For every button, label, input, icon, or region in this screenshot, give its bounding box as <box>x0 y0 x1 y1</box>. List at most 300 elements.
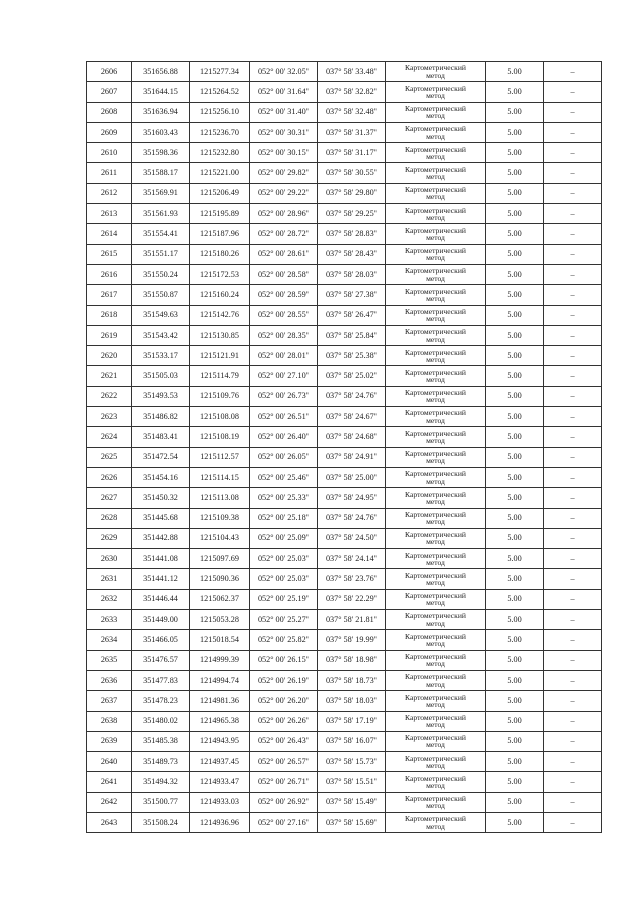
point-number-cell: 2620 <box>87 346 132 366</box>
coord-y-cell: 1214994.74 <box>190 670 250 690</box>
latitude-cell: 052° 00' 26.51" <box>250 407 318 427</box>
method-cell <box>386 549 486 569</box>
accuracy-cell: 5.00 <box>486 528 544 548</box>
method-line-1: Картометрический <box>405 530 466 540</box>
coord-y-cell: 1215142.76 <box>190 305 250 325</box>
longitude-cell: 037° 58' 31.37" <box>318 122 386 142</box>
coord-x-cell: 351656.88 <box>132 62 190 82</box>
latitude-cell: 052° 00' 31.64" <box>250 82 318 102</box>
coord-y-cell: 1215090.36 <box>190 569 250 589</box>
coord-x-cell: 351549.63 <box>132 305 190 325</box>
point-number-cell: 2619 <box>87 325 132 345</box>
method-line-1: Картометрический <box>405 205 466 215</box>
accuracy-cell: 5.00 <box>486 122 544 142</box>
note-cell: – <box>544 346 602 366</box>
coord-y-cell: 1215062.37 <box>190 589 250 609</box>
accuracy-cell: 5.00 <box>486 731 544 751</box>
coord-y-cell: 1215187.96 <box>190 224 250 244</box>
method-line-1: Картометрический <box>405 753 466 763</box>
method-line-1: Картометрический <box>405 814 466 824</box>
method-line-1: Картометрический <box>405 246 466 256</box>
table-row <box>87 731 602 751</box>
method-cell <box>386 528 486 548</box>
method-cell <box>386 731 486 751</box>
method-line-1: Картометрический <box>405 631 466 641</box>
coord-x-cell: 351441.12 <box>132 569 190 589</box>
point-number-cell: 2640 <box>87 752 132 772</box>
method-line-2: метод <box>426 557 445 567</box>
longitude-cell: 037° 58' 19.99" <box>318 630 386 650</box>
method-cell <box>386 711 486 731</box>
coord-x-cell: 351454.16 <box>132 467 190 487</box>
accuracy-cell: 5.00 <box>486 549 544 569</box>
method-cell <box>386 772 486 792</box>
coord-y-cell: 1214937.45 <box>190 752 250 772</box>
method-line-2: метод <box>426 415 445 425</box>
coord-y-cell: 1214965.38 <box>190 711 250 731</box>
coord-x-cell: 351485.38 <box>132 731 190 751</box>
table-row <box>87 386 602 406</box>
note-cell: – <box>544 569 602 589</box>
note-cell: – <box>544 366 602 386</box>
table-row <box>87 569 602 589</box>
method-line-2: метод <box>426 90 445 100</box>
coord-y-cell: 1214943.95 <box>190 731 250 751</box>
coord-x-cell: 351446.44 <box>132 589 190 609</box>
table-row <box>87 508 602 528</box>
coord-x-cell: 351569.91 <box>132 183 190 203</box>
method-line-1: Картометрический <box>405 164 466 174</box>
point-number-cell: 2607 <box>87 82 132 102</box>
method-cell <box>386 792 486 812</box>
longitude-cell: 037° 58' 21.81" <box>318 610 386 630</box>
accuracy-cell: 5.00 <box>486 163 544 183</box>
method-cell <box>386 691 486 711</box>
latitude-cell: 052° 00' 26.40" <box>250 427 318 447</box>
latitude-cell: 052° 00' 28.61" <box>250 244 318 264</box>
accuracy-cell: 5.00 <box>486 183 544 203</box>
accuracy-cell: 5.00 <box>486 427 544 447</box>
coord-x-cell: 351636.94 <box>132 102 190 122</box>
accuracy-cell: 5.00 <box>486 447 544 467</box>
note-cell: – <box>544 62 602 82</box>
note-cell: – <box>544 244 602 264</box>
longitude-cell: 037° 58' 23.76" <box>318 569 386 589</box>
note-cell: – <box>544 549 602 569</box>
point-number-cell: 2626 <box>87 467 132 487</box>
coord-y-cell: 1215130.85 <box>190 325 250 345</box>
method-line-1: Картометрический <box>405 449 466 459</box>
accuracy-cell: 5.00 <box>486 812 544 832</box>
accuracy-cell: 5.00 <box>486 244 544 264</box>
point-number-cell: 2611 <box>87 163 132 183</box>
note-cell: – <box>544 204 602 224</box>
note-cell: – <box>544 82 602 102</box>
method-line-2: метод <box>426 273 445 283</box>
accuracy-cell: 5.00 <box>486 285 544 305</box>
method-line-1: Картометрический <box>405 570 466 580</box>
point-number-cell: 2624 <box>87 427 132 447</box>
method-cell <box>386 488 486 508</box>
coord-x-cell: 351500.77 <box>132 792 190 812</box>
point-number-cell: 2633 <box>87 610 132 630</box>
method-line-1: Картометрический <box>405 672 466 682</box>
longitude-cell: 037° 58' 25.02" <box>318 366 386 386</box>
longitude-cell: 037° 58' 24.68" <box>318 427 386 447</box>
method-line-2: метод <box>426 578 445 588</box>
coord-y-cell: 1215236.70 <box>190 122 250 142</box>
table-row <box>87 610 602 630</box>
table-row <box>87 366 602 386</box>
method-line-2: метод <box>426 435 445 445</box>
method-line-1: Картометрический <box>405 611 466 621</box>
method-cell <box>386 366 486 386</box>
latitude-cell: 052° 00' 26.71" <box>250 772 318 792</box>
method-line-2: метод <box>426 638 445 648</box>
note-cell: – <box>544 772 602 792</box>
note-cell: – <box>544 102 602 122</box>
accuracy-cell: 5.00 <box>486 346 544 366</box>
longitude-cell: 037° 58' 25.84" <box>318 325 386 345</box>
note-cell: – <box>544 488 602 508</box>
method-line-2: метод <box>426 720 445 730</box>
method-line-2: метод <box>426 111 445 121</box>
latitude-cell: 052° 00' 28.72" <box>250 224 318 244</box>
method-line-2: метод <box>426 253 445 263</box>
coord-x-cell: 351508.24 <box>132 812 190 832</box>
table-row <box>87 630 602 650</box>
method-line-1: Картометрический <box>405 550 466 560</box>
point-number-cell: 2618 <box>87 305 132 325</box>
method-line-2: метод <box>426 375 445 385</box>
longitude-cell: 037° 58' 32.82" <box>318 82 386 102</box>
point-number-cell: 2608 <box>87 102 132 122</box>
longitude-cell: 037° 58' 22.29" <box>318 589 386 609</box>
accuracy-cell: 5.00 <box>486 711 544 731</box>
method-line-2: метод <box>426 131 445 141</box>
table-row <box>87 163 602 183</box>
coord-y-cell: 1215232.80 <box>190 143 250 163</box>
point-number-cell: 2609 <box>87 122 132 142</box>
method-cell <box>386 183 486 203</box>
latitude-cell: 052° 00' 26.43" <box>250 731 318 751</box>
table-row <box>87 285 602 305</box>
method-line-1: Картометрический <box>405 124 466 134</box>
note-cell: – <box>544 528 602 548</box>
method-cell <box>386 589 486 609</box>
note-cell: – <box>544 143 602 163</box>
latitude-cell: 052° 00' 30.15" <box>250 143 318 163</box>
longitude-cell: 037° 58' 24.76" <box>318 508 386 528</box>
point-number-cell: 2637 <box>87 691 132 711</box>
note-cell: – <box>544 752 602 772</box>
table-row <box>87 467 602 487</box>
latitude-cell: 052° 00' 26.19" <box>250 670 318 690</box>
latitude-cell: 052° 00' 26.05" <box>250 447 318 467</box>
table-row <box>87 549 602 569</box>
note-cell: – <box>544 711 602 731</box>
table-body <box>87 62 602 833</box>
latitude-cell: 052° 00' 28.35" <box>250 325 318 345</box>
coord-x-cell: 351644.15 <box>132 82 190 102</box>
method-line-2: метод <box>426 801 445 811</box>
method-cell <box>386 244 486 264</box>
point-number-cell: 2614 <box>87 224 132 244</box>
coord-x-cell: 351505.03 <box>132 366 190 386</box>
method-line-2: метод <box>426 496 445 506</box>
method-cell <box>386 630 486 650</box>
table-row <box>87 670 602 690</box>
table-row <box>87 792 602 812</box>
method-line-2: метод <box>426 679 445 689</box>
longitude-cell: 037° 58' 18.03" <box>318 691 386 711</box>
longitude-cell: 037° 58' 15.49" <box>318 792 386 812</box>
accuracy-cell: 5.00 <box>486 407 544 427</box>
table-row <box>87 772 602 792</box>
method-line-2: метод <box>426 334 445 344</box>
note-cell: – <box>544 812 602 832</box>
point-number-cell: 2638 <box>87 711 132 731</box>
latitude-cell: 052° 00' 28.96" <box>250 204 318 224</box>
coord-y-cell: 1215121.91 <box>190 346 250 366</box>
method-cell <box>386 102 486 122</box>
method-line-2: метод <box>426 618 445 628</box>
latitude-cell: 052° 00' 26.73" <box>250 386 318 406</box>
method-line-2: метод <box>426 233 445 243</box>
note-cell: – <box>544 427 602 447</box>
coord-x-cell: 351442.88 <box>132 528 190 548</box>
coord-y-cell: 1215206.49 <box>190 183 250 203</box>
point-number-cell: 2627 <box>87 488 132 508</box>
latitude-cell: 052° 00' 25.18" <box>250 508 318 528</box>
accuracy-cell: 5.00 <box>486 264 544 284</box>
method-line-1: Картометрический <box>405 144 466 154</box>
point-number-cell: 2617 <box>87 285 132 305</box>
longitude-cell: 037° 58' 15.69" <box>318 812 386 832</box>
table-row <box>87 82 602 102</box>
coord-x-cell: 351445.68 <box>132 508 190 528</box>
longitude-cell: 037° 58' 15.73" <box>318 752 386 772</box>
longitude-cell: 037° 58' 17.19" <box>318 711 386 731</box>
table-row <box>87 346 602 366</box>
note-cell: – <box>544 325 602 345</box>
coord-y-cell: 1215256.10 <box>190 102 250 122</box>
longitude-cell: 037° 58' 25.38" <box>318 346 386 366</box>
method-line-1: Картометрический <box>405 489 466 499</box>
method-line-2: метод <box>426 821 445 831</box>
method-cell <box>386 386 486 406</box>
method-line-2: метод <box>426 314 445 324</box>
note-cell: – <box>544 630 602 650</box>
note-cell: – <box>544 122 602 142</box>
longitude-cell: 037° 58' 18.73" <box>318 670 386 690</box>
method-line-2: метод <box>426 395 445 405</box>
point-number-cell: 2622 <box>87 386 132 406</box>
accuracy-cell: 5.00 <box>486 630 544 650</box>
method-cell <box>386 427 486 447</box>
latitude-cell: 052° 00' 30.31" <box>250 122 318 142</box>
method-cell <box>386 163 486 183</box>
method-cell <box>386 508 486 528</box>
method-line-2: метод <box>426 192 445 202</box>
note-cell: – <box>544 691 602 711</box>
accuracy-cell: 5.00 <box>486 792 544 812</box>
method-cell <box>386 650 486 670</box>
table-row <box>87 62 602 82</box>
accuracy-cell: 5.00 <box>486 143 544 163</box>
latitude-cell: 052° 00' 25.82" <box>250 630 318 650</box>
point-number-cell: 2632 <box>87 589 132 609</box>
method-cell <box>386 325 486 345</box>
coord-x-cell: 351493.53 <box>132 386 190 406</box>
accuracy-cell: 5.00 <box>486 467 544 487</box>
coord-y-cell: 1215112.57 <box>190 447 250 467</box>
table-row <box>87 691 602 711</box>
latitude-cell: 052° 00' 27.10" <box>250 366 318 386</box>
point-number-cell: 2625 <box>87 447 132 467</box>
coord-y-cell: 1215264.52 <box>190 82 250 102</box>
method-cell <box>386 467 486 487</box>
method-cell <box>386 569 486 589</box>
longitude-cell: 037° 58' 24.91" <box>318 447 386 467</box>
latitude-cell: 052° 00' 29.22" <box>250 183 318 203</box>
longitude-cell: 037° 58' 29.80" <box>318 183 386 203</box>
longitude-cell: 037° 58' 16.07" <box>318 731 386 751</box>
coord-x-cell: 351486.82 <box>132 407 190 427</box>
method-cell <box>386 447 486 467</box>
longitude-cell: 037° 58' 30.55" <box>318 163 386 183</box>
method-cell <box>386 264 486 284</box>
note-cell: – <box>544 386 602 406</box>
method-line-1: Картометрический <box>405 712 466 722</box>
method-cell <box>386 670 486 690</box>
coord-y-cell: 1215172.53 <box>190 264 250 284</box>
longitude-cell: 037° 58' 31.17" <box>318 143 386 163</box>
note-cell: – <box>544 285 602 305</box>
note-cell: – <box>544 467 602 487</box>
method-line-2: метод <box>426 172 445 182</box>
table-row <box>87 264 602 284</box>
method-line-1: Картометрический <box>405 692 466 702</box>
method-line-1: Картометрический <box>405 367 466 377</box>
coord-y-cell: 1215277.34 <box>190 62 250 82</box>
coord-x-cell: 351489.73 <box>132 752 190 772</box>
method-cell <box>386 305 486 325</box>
table-row <box>87 447 602 467</box>
note-cell: – <box>544 407 602 427</box>
coord-x-cell: 351603.43 <box>132 122 190 142</box>
coord-y-cell: 1215113.08 <box>190 488 250 508</box>
method-line-1: Картометрический <box>405 347 466 357</box>
table-row <box>87 711 602 731</box>
latitude-cell: 052° 00' 25.33" <box>250 488 318 508</box>
longitude-cell: 037° 58' 24.95" <box>318 488 386 508</box>
coord-y-cell: 1215018.54 <box>190 630 250 650</box>
method-cell <box>386 752 486 772</box>
coord-x-cell: 351561.93 <box>132 204 190 224</box>
method-cell <box>386 122 486 142</box>
method-cell <box>386 224 486 244</box>
accuracy-cell: 5.00 <box>486 386 544 406</box>
point-number-cell: 2623 <box>87 407 132 427</box>
point-number-cell: 2612 <box>87 183 132 203</box>
coord-y-cell: 1215104.43 <box>190 528 250 548</box>
coord-x-cell: 351441.08 <box>132 549 190 569</box>
point-number-cell: 2629 <box>87 528 132 548</box>
method-cell <box>386 407 486 427</box>
method-cell <box>386 143 486 163</box>
latitude-cell: 052° 00' 31.40" <box>250 102 318 122</box>
accuracy-cell: 5.00 <box>486 204 544 224</box>
table-row <box>87 427 602 447</box>
table-row <box>87 305 602 325</box>
method-cell <box>386 82 486 102</box>
method-line-2: метод <box>426 70 445 80</box>
accuracy-cell: 5.00 <box>486 610 544 630</box>
method-line-1: Картометрический <box>405 63 466 73</box>
longitude-cell: 037° 58' 28.43" <box>318 244 386 264</box>
note-cell: – <box>544 508 602 528</box>
latitude-cell: 052° 00' 25.46" <box>250 467 318 487</box>
latitude-cell: 052° 00' 32.05" <box>250 62 318 82</box>
latitude-cell: 052° 00' 28.58" <box>250 264 318 284</box>
method-cell <box>386 610 486 630</box>
point-number-cell: 2616 <box>87 264 132 284</box>
longitude-cell: 037° 58' 33.48" <box>318 62 386 82</box>
method-line-1: Картометрический <box>405 509 466 519</box>
method-line-2: метод <box>426 537 445 547</box>
coord-y-cell: 1215195.89 <box>190 204 250 224</box>
coord-y-cell: 1215109.76 <box>190 386 250 406</box>
method-cell <box>386 62 486 82</box>
point-number-cell: 2621 <box>87 366 132 386</box>
coord-y-cell: 1214933.47 <box>190 772 250 792</box>
longitude-cell: 037° 58' 15.51" <box>318 772 386 792</box>
longitude-cell: 037° 58' 24.50" <box>318 528 386 548</box>
latitude-cell: 052° 00' 25.03" <box>250 569 318 589</box>
table-row <box>87 407 602 427</box>
method-line-2: метод <box>426 456 445 466</box>
longitude-cell: 037° 58' 24.76" <box>318 386 386 406</box>
method-cell <box>386 346 486 366</box>
coord-x-cell: 351494.32 <box>132 772 190 792</box>
point-number-cell: 2630 <box>87 549 132 569</box>
point-number-cell: 2641 <box>87 772 132 792</box>
point-number-cell: 2631 <box>87 569 132 589</box>
coord-x-cell: 351480.02 <box>132 711 190 731</box>
accuracy-cell: 5.00 <box>486 62 544 82</box>
method-line-1: Картометрический <box>405 388 466 398</box>
coord-y-cell: 1215097.69 <box>190 549 250 569</box>
latitude-cell: 052° 00' 28.59" <box>250 285 318 305</box>
coordinates-table <box>86 61 602 833</box>
note-cell: – <box>544 224 602 244</box>
method-line-1: Картометрический <box>405 104 466 114</box>
coord-x-cell: 351551.17 <box>132 244 190 264</box>
accuracy-cell: 5.00 <box>486 508 544 528</box>
table-row <box>87 650 602 670</box>
coord-x-cell: 351554.41 <box>132 224 190 244</box>
method-line-1: Картометрический <box>405 225 466 235</box>
method-cell <box>386 204 486 224</box>
latitude-cell: 052° 00' 26.92" <box>250 792 318 812</box>
point-number-cell: 2636 <box>87 670 132 690</box>
note-cell: – <box>544 650 602 670</box>
point-number-cell: 2606 <box>87 62 132 82</box>
accuracy-cell: 5.00 <box>486 224 544 244</box>
coord-x-cell: 351598.36 <box>132 143 190 163</box>
accuracy-cell: 5.00 <box>486 366 544 386</box>
